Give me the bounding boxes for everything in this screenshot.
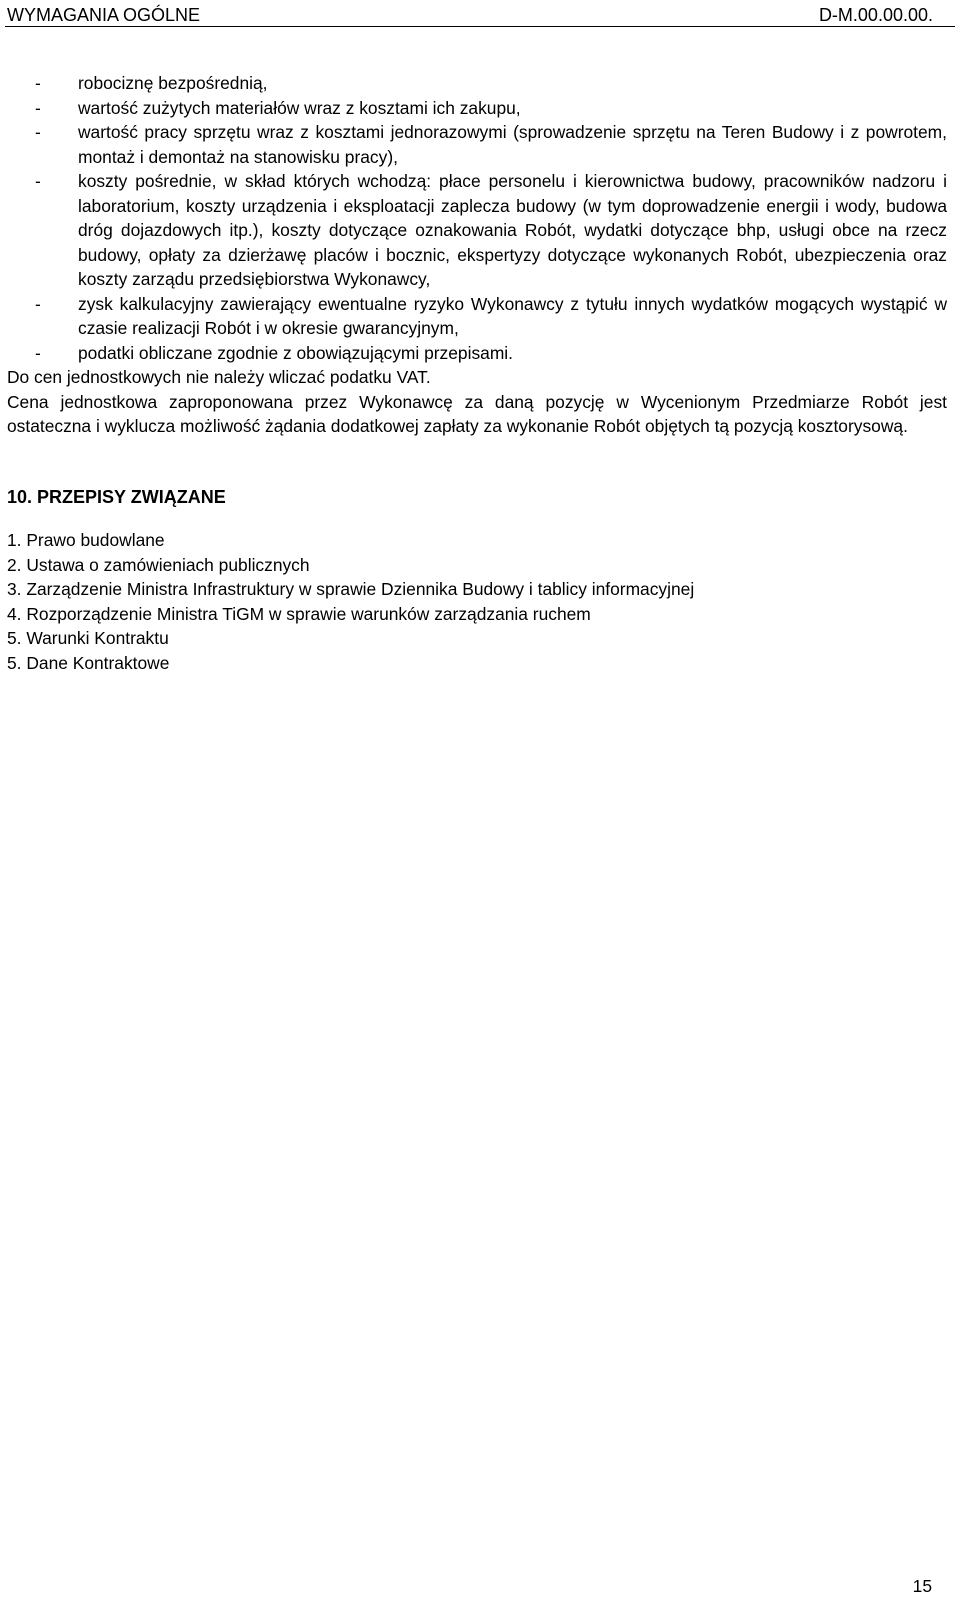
reference-item: 1. Prawo budowlane bbox=[7, 530, 165, 550]
list-item bbox=[7, 169, 947, 292]
page-number: 15 bbox=[912, 1576, 932, 1596]
document-body bbox=[7, 71, 947, 675]
list-item-text: robociznę bezpośrednią, bbox=[78, 73, 268, 93]
list-dash: - bbox=[35, 171, 41, 191]
list-dash: - bbox=[35, 97, 41, 118]
list-item bbox=[7, 71, 947, 96]
section-heading: 10. PRZEPISY ZWIĄZANE bbox=[7, 486, 226, 507]
cost-items-list bbox=[7, 71, 947, 365]
list-dash: - bbox=[35, 73, 41, 93]
list-dash: - bbox=[35, 342, 41, 363]
list-item-text: podatki obliczane zgodnie z obowiązującymi przepisami. bbox=[78, 342, 513, 363]
list-item bbox=[7, 341, 947, 366]
header-title: WYMAGANIA OGÓLNE bbox=[7, 5, 201, 25]
reference-item: 5. Dane Kontraktowe bbox=[7, 652, 170, 673]
list-item-text: wartość pracy sprzętu wraz z kosztami jednorazowymi (sprowadzenie sprzętu na Teren Budowy i z powrotem, montaż i demontaż na stanowisku pracy), bbox=[78, 122, 947, 167]
list-item-text: koszty pośrednie, w skład których wchodzą: płace personelu i kierownictwa budowy, pracowników nadzoru i laboratorium, koszty urządzenia i eksploatacji zaplecza budowy (w tym doprowadzenie energii i wody, budowa dróg dojazdowych itp.), koszty dotyczące oznakowania Robót, wydatki dotyczące bhp, usługi obce na rzecz budowy, opłaty za dzierżawę placów i bocznic, ekspertyzy dotyczące wykonanych Robót, ubezpieczenia oraz koszty zarządu przedsiębiorstwa Wykonawcy, bbox=[78, 171, 947, 289]
list-item bbox=[7, 292, 947, 341]
list-item bbox=[7, 96, 947, 121]
list-item-text: wartość zużytych materiałów wraz z kosztami ich zakupu, bbox=[78, 97, 521, 118]
header-document-code: D-M.00.00.00. bbox=[818, 5, 933, 25]
reference-item: 2. Ustawa o zamówieniach publicznych bbox=[7, 554, 310, 575]
reference-item: 4. Rozporządzenie Ministra TiGM w sprawie warunków zarządzania ruchem bbox=[7, 603, 591, 624]
reference-item: 3. Zarządzenie Ministra Infrastruktury w sprawie Dziennika Budowy i tablicy informacyjnej bbox=[7, 579, 695, 599]
vat-note: Do cen jednostkowych nie należy wliczać podatku VAT. bbox=[7, 367, 431, 387]
list-item-text: zysk kalkulacyjny zawierający ewentualne ryzyko Wykonawcy z tytułu innych wydatków mogących wystąpić w czasie realizacji Robót i w okresie gwarancyjnym, bbox=[78, 293, 947, 338]
list-dash: - bbox=[35, 293, 41, 314]
reference-item: 5. Warunki Kontraktu bbox=[7, 628, 169, 648]
list-item bbox=[7, 120, 947, 169]
page-header bbox=[5, 4, 955, 27]
list-dash: - bbox=[35, 122, 41, 142]
unit-price-note: Cena jednostkowa zaproponowana przez Wykonawcę za daną pozycję w Wycenionym Przedmiarze Robót jest ostateczna i wyklucza możliwość żądania dodatkowej zapłaty za wykonanie Robót objętych tą pozycją kosztorysową. bbox=[7, 391, 947, 436]
references-list bbox=[7, 528, 947, 675]
